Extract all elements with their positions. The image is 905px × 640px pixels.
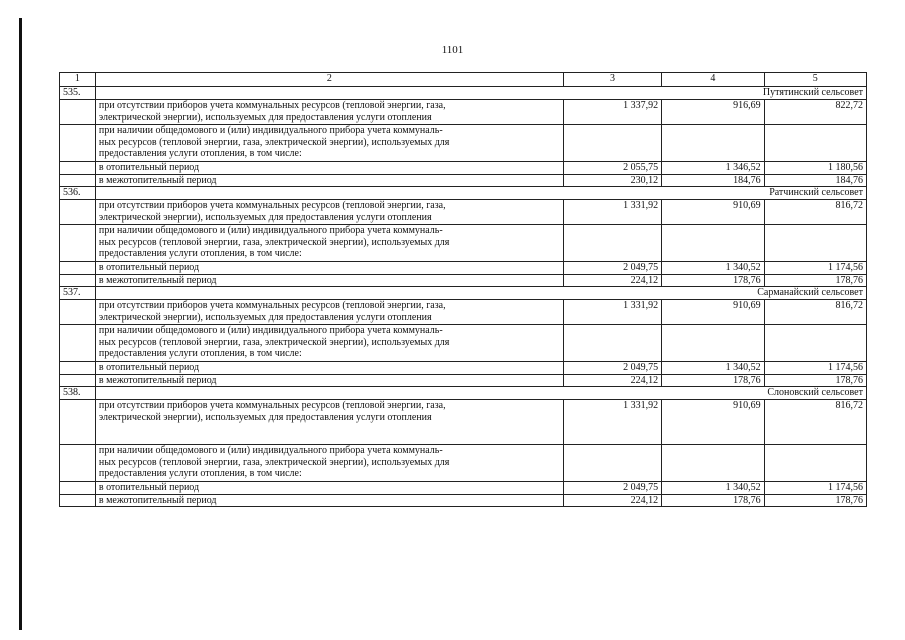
value-col5: 178,76 <box>764 274 866 287</box>
empty-number-cell <box>60 482 96 495</box>
section-number: 535. <box>60 87 96 100</box>
description-line: при наличии общедомового и (или) индивидуального прибора учета коммуналь- <box>98 445 443 456</box>
description-line: ных ресурсов (тепловой энергии, газа, электрической энергии), используемых для <box>98 336 450 348</box>
empty-value-cell <box>764 125 866 162</box>
value-col4: 1 340,52 <box>662 482 764 495</box>
section-number: 537. <box>60 287 96 300</box>
empty-value-cell <box>563 325 661 362</box>
value-col5: 1 180,56 <box>764 162 866 175</box>
value-col5: 816,72 <box>764 200 866 225</box>
no-meter-row <box>60 100 867 125</box>
empty-value-cell <box>764 445 866 482</box>
off-heating-period-label: в межотопительный период <box>95 174 563 187</box>
no-meter-row <box>60 300 867 325</box>
value-col4: 910,69 <box>662 300 764 325</box>
council-name: Ратчинский сельсовет <box>95 187 866 200</box>
with-meter-row <box>60 125 867 162</box>
empty-number-cell <box>60 374 96 387</box>
with-meter-description <box>95 325 563 362</box>
off-heating-period-row <box>60 494 867 507</box>
empty-number-cell <box>60 200 96 225</box>
empty-number-cell <box>60 262 96 275</box>
with-meter-row <box>60 325 867 362</box>
heating-period-row <box>60 162 867 175</box>
description-line: при отсутствии приборов учета коммунальных ресурсов (тепловой энергии, газа, <box>98 300 446 311</box>
description-line: ных ресурсов (тепловой энергии, газа, электрической энергии), используемых для <box>98 236 450 248</box>
value-col5: 1 174,56 <box>764 262 866 275</box>
header-cell-1: 1 <box>60 73 96 87</box>
with-meter-description <box>95 225 563 262</box>
scan-left-edge <box>19 18 22 630</box>
description-line: при наличии общедомового и (или) индивидуального прибора учета коммуналь- <box>98 325 443 336</box>
with-meter-description <box>95 125 563 162</box>
value-col3: 224,12 <box>563 374 661 387</box>
description-line: электрической энергии), используемых для предоставления услуги отопления <box>98 211 432 223</box>
off-heating-period-label: в межотопительный период <box>95 374 563 387</box>
heating-period-row <box>60 262 867 275</box>
off-heating-period-label: в межотопительный период <box>95 494 563 507</box>
empty-number-cell <box>60 300 96 325</box>
value-col3: 2 049,75 <box>563 262 661 275</box>
section-header-row <box>60 387 867 400</box>
value-col5: 1 174,56 <box>764 362 866 375</box>
empty-value-cell <box>563 445 661 482</box>
council-name: Сарманайский сельсовет <box>95 287 866 300</box>
section-number: 538. <box>60 387 96 400</box>
value-col4: 178,76 <box>662 494 764 507</box>
no-meter-description <box>95 300 563 325</box>
description-line: при отсутствии приборов учета коммунальных ресурсов (тепловой энергии, газа, <box>98 100 446 111</box>
no-meter-row <box>60 400 867 445</box>
empty-value-cell <box>563 225 661 262</box>
heating-period-label: в отопительный период <box>95 162 563 175</box>
empty-number-cell <box>60 225 96 262</box>
header-row <box>60 73 867 87</box>
value-col3: 1 331,92 <box>563 400 661 445</box>
value-col4: 1 346,52 <box>662 162 764 175</box>
empty-number-cell <box>60 362 96 375</box>
empty-value-cell <box>764 225 866 262</box>
description-line: ных ресурсов (тепловой энергии, газа, электрической энергии), используемых для <box>98 456 450 468</box>
empty-number-cell <box>60 400 96 445</box>
header-cell-4: 4 <box>662 73 764 87</box>
value-col4: 910,69 <box>662 200 764 225</box>
empty-number-cell <box>60 494 96 507</box>
value-col5: 816,72 <box>764 300 866 325</box>
value-col4: 178,76 <box>662 274 764 287</box>
no-meter-row <box>60 200 867 225</box>
empty-value-cell <box>764 325 866 362</box>
value-col3: 2 055,75 <box>563 162 661 175</box>
description-line: ных ресурсов (тепловой энергии, газа, электрической энергии), используемых для <box>98 136 450 148</box>
value-col4: 178,76 <box>662 374 764 387</box>
heating-period-label: в отопительный период <box>95 362 563 375</box>
empty-number-cell <box>60 445 96 482</box>
empty-number-cell <box>60 162 96 175</box>
with-meter-row <box>60 225 867 262</box>
value-col5: 184,76 <box>764 174 866 187</box>
value-col4: 1 340,52 <box>662 262 764 275</box>
value-col3: 2 049,75 <box>563 362 661 375</box>
description-line: электрической энергии), используемых для предоставления услуги отопления <box>98 311 432 323</box>
no-meter-description <box>95 100 563 125</box>
description-line: предоставления услуги отопления, в том числе: <box>98 468 302 479</box>
value-col5: 1 174,56 <box>764 482 866 495</box>
empty-number-cell <box>60 125 96 162</box>
section-header-row <box>60 187 867 200</box>
section-number: 536. <box>60 187 96 200</box>
header-cell-2: 2 <box>95 73 563 87</box>
table-body <box>60 73 867 507</box>
empty-number-cell <box>60 100 96 125</box>
description-line: при отсутствии приборов учета коммунальных ресурсов (тепловой энергии, газа, <box>98 200 446 211</box>
no-meter-description <box>95 200 563 225</box>
no-meter-description <box>95 400 563 445</box>
empty-number-cell <box>60 174 96 187</box>
value-col3: 1 331,92 <box>563 300 661 325</box>
description-line: предоставления услуги отопления, в том числе: <box>98 248 302 259</box>
description-line: при наличии общедомового и (или) индивидуального прибора учета коммуналь- <box>98 125 443 136</box>
value-col3: 1 331,92 <box>563 200 661 225</box>
empty-value-cell <box>662 225 764 262</box>
empty-value-cell <box>662 445 764 482</box>
value-col5: 822,72 <box>764 100 866 125</box>
with-meter-description <box>95 445 563 482</box>
page-number: 1101 <box>441 44 464 56</box>
off-heating-period-label: в межотопительный период <box>95 274 563 287</box>
description-line: электрической энергии), используемых для предоставления услуги отопления <box>98 411 432 423</box>
header-cell-3: 3 <box>563 73 661 87</box>
header-cell-5: 5 <box>764 73 866 87</box>
value-col4: 1 340,52 <box>662 362 764 375</box>
value-col5: 178,76 <box>764 374 866 387</box>
heating-period-label: в отопительный период <box>95 262 563 275</box>
description-line: электрической энергии), используемых для предоставления услуги отопления <box>98 111 432 123</box>
council-name: Путятинский сельсовет <box>95 87 866 100</box>
empty-number-cell <box>60 274 96 287</box>
description-line: при отсутствии приборов учета коммунальных ресурсов (тепловой энергии, газа, <box>98 400 446 411</box>
value-col5: 816,72 <box>764 400 866 445</box>
description-line: предоставления услуги отопления, в том числе: <box>98 148 302 159</box>
off-heating-period-row <box>60 174 867 187</box>
value-col5: 178,76 <box>764 494 866 507</box>
empty-number-cell <box>60 325 96 362</box>
value-col4: 910,69 <box>662 400 764 445</box>
empty-value-cell <box>662 125 764 162</box>
heating-period-label: в отопительный период <box>95 482 563 495</box>
tariff-table <box>59 72 867 507</box>
value-col4: 916,69 <box>662 100 764 125</box>
section-header-row <box>60 287 867 300</box>
value-col3: 224,12 <box>563 494 661 507</box>
off-heating-period-row <box>60 274 867 287</box>
off-heating-period-row <box>60 374 867 387</box>
value-col3: 2 049,75 <box>563 482 661 495</box>
empty-value-cell <box>662 325 764 362</box>
value-col3: 230,12 <box>563 174 661 187</box>
heating-period-row <box>60 362 867 375</box>
with-meter-row <box>60 445 867 482</box>
value-col4: 184,76 <box>662 174 764 187</box>
section-header-row <box>60 87 867 100</box>
heating-period-row <box>60 482 867 495</box>
value-col3: 224,12 <box>563 274 661 287</box>
description-line: предоставления услуги отопления, в том числе: <box>98 348 302 359</box>
value-col3: 1 337,92 <box>563 100 661 125</box>
description-line: при наличии общедомового и (или) индивидуального прибора учета коммуналь- <box>98 225 443 236</box>
council-name: Слоновский сельсовет <box>95 387 866 400</box>
empty-value-cell <box>563 125 661 162</box>
